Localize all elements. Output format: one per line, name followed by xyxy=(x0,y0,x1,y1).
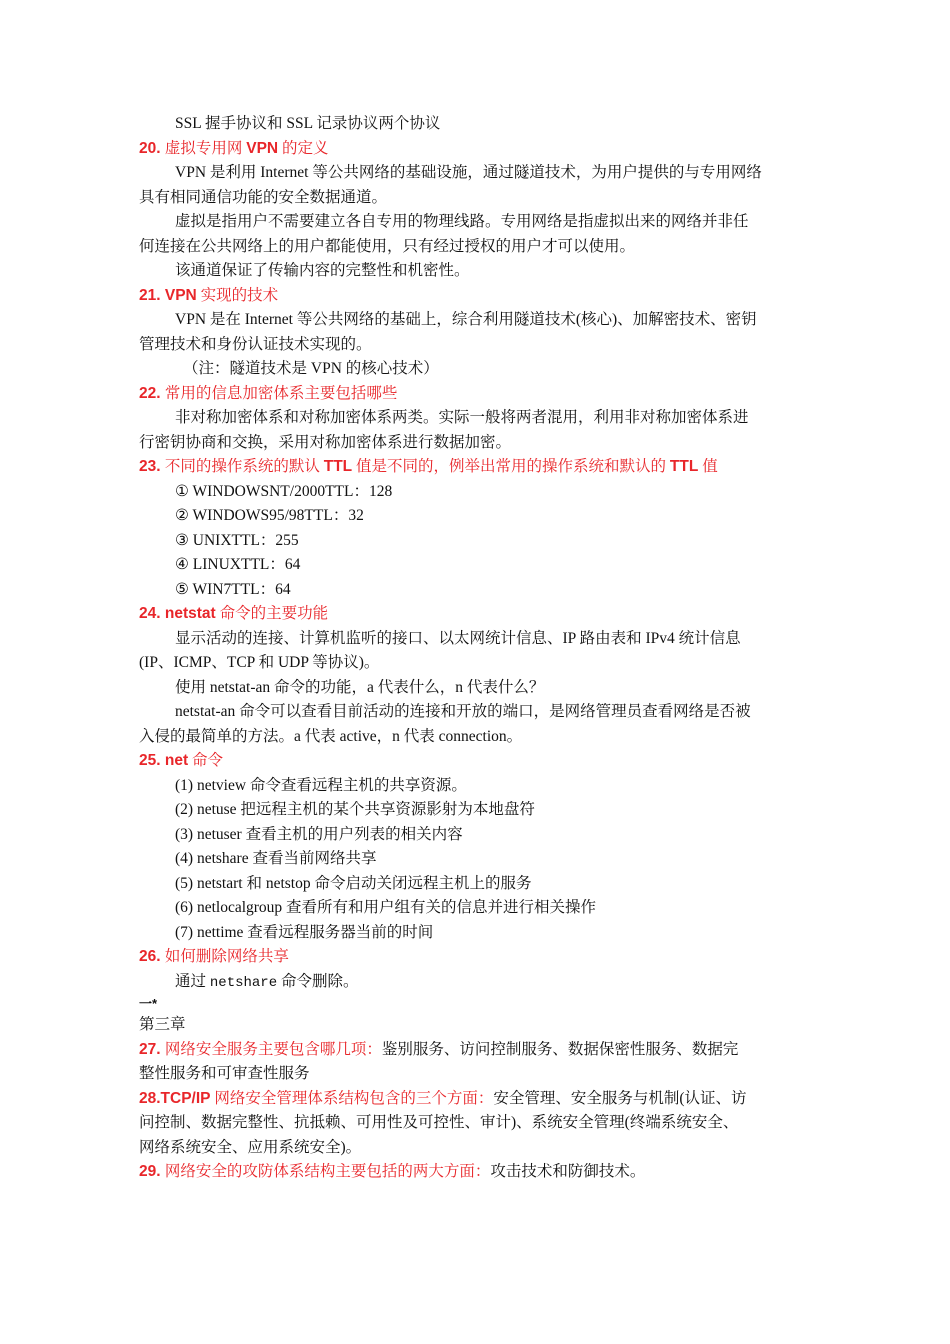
heading-text: 28.TCP/IP xyxy=(139,1089,211,1107)
body-text: 网络系统安全、应用系统安全)。 xyxy=(139,1138,362,1156)
body-text: (7) nettime 查看远程服务器当前的时间 xyxy=(175,923,434,941)
text-line xyxy=(139,210,819,235)
body-text: (2) netuse 把远程主机的某个共享资源影射为本地盘符 xyxy=(175,801,535,818)
text-line xyxy=(139,186,819,211)
heading-text: netstat xyxy=(164,605,216,622)
text-line xyxy=(139,995,819,1013)
body-text: 安全管理、安全服务与机制(认证、访 xyxy=(493,1089,747,1107)
body-text: ③ UNIXTTL：255 xyxy=(175,531,299,549)
body-text: (IP、ICMP、TCP 和 UDP 等协议)。 xyxy=(139,654,380,671)
body-text: 问控制、数据完整性、抗抵赖、可用性及可控性、审计)、系统安全管理(终端系统安全、 xyxy=(139,1114,739,1131)
heading-text: 常用的信息加密体系主要包括哪些 xyxy=(164,384,398,402)
text-line xyxy=(139,480,819,505)
body-text: 鉴别服务、访问控制服务、数据保密性服务、数据完 xyxy=(381,1040,739,1058)
text-line xyxy=(139,504,819,529)
body-text: (4) netshare 查看当前网络共享 xyxy=(175,850,377,867)
text-line xyxy=(139,455,819,480)
heading-text: 如何删除网络共享 xyxy=(164,948,289,965)
text-line xyxy=(139,431,819,456)
body-text: 命令删除。 xyxy=(277,972,359,990)
body-text: 管理技术和身份认证技术实现的。 xyxy=(139,335,372,353)
heading-text: 值是不同的，例举出常用的操作系统和默认的 xyxy=(352,458,670,475)
text-line xyxy=(139,1038,819,1063)
heading-text: 实现的技术 xyxy=(196,286,279,304)
body-text: netstat-an 命令可以查看目前活动的连接和开放的端口，是网络管理员查看网络是否被 xyxy=(175,703,751,720)
body-text: (6) netlocalgroup 查看所有和用户组有关的信息并进行相关操作 xyxy=(175,899,597,916)
heading-text: VPN xyxy=(246,139,279,157)
body-text: ⑤ WIN7TTL：64 xyxy=(175,580,291,598)
heading-text: 不同的操作系统的默认 xyxy=(164,458,324,475)
text-line xyxy=(139,749,819,774)
text-line xyxy=(139,872,819,897)
text-line xyxy=(139,1013,819,1038)
text-line xyxy=(139,847,819,872)
body-text: 显示活动的连接、计算机监听的接口、以太网统计信息、IP 路由表和 IPv4 统计信息 xyxy=(175,629,741,647)
text-line xyxy=(139,798,819,823)
text-line xyxy=(139,333,819,358)
body-text: 整性服务和可审查性服务 xyxy=(139,1065,310,1082)
heading-text: 网络安全管理体系结构包含的三个方面： xyxy=(210,1089,494,1107)
body-text: 虚拟是指用户不需要建立各自专用的物理线路。专用网络是指虚拟出来的网络并非任 xyxy=(175,213,749,230)
text-line xyxy=(139,553,819,578)
text-line xyxy=(139,406,819,431)
heading-text: 虚拟专用网 xyxy=(164,139,247,157)
heading-text: TTL xyxy=(323,458,353,475)
body-text: netshare xyxy=(209,974,278,991)
heading-text: 网络安全服务主要包含哪几项： xyxy=(164,1040,382,1058)
text-line xyxy=(139,1062,819,1087)
body-text: 非对称加密体系和对称加密体系两类。实际一般将两者混用，利用非对称加密体系进 xyxy=(175,409,749,426)
heading-text: 21. xyxy=(139,286,165,304)
text-line xyxy=(139,896,819,921)
text-line xyxy=(139,1160,819,1185)
body-text: 通过 xyxy=(175,972,210,990)
text-line xyxy=(139,676,819,701)
text-line xyxy=(139,529,819,554)
heading-text: 26. xyxy=(139,948,165,965)
body-text: 具有相同通信功能的安全数据通道。 xyxy=(139,188,388,206)
heading-text: VPN xyxy=(164,286,197,304)
text-line xyxy=(139,357,819,382)
heading-text: 23. xyxy=(139,458,165,475)
text-line xyxy=(139,700,819,725)
body-text: 该通道保证了传输内容的完整性和机密性。 xyxy=(175,262,470,279)
document-page xyxy=(139,112,819,1185)
body-text: ② WINDOWS95/98TTL：32 xyxy=(175,507,364,524)
heading-text: 27. xyxy=(139,1040,165,1058)
text-line xyxy=(139,970,819,996)
text-line xyxy=(139,774,819,799)
heading-text: net xyxy=(164,752,189,769)
body-text: (3) netuser 查看主机的用户列表的相关内容 xyxy=(175,825,463,843)
text-line xyxy=(139,945,819,970)
text-line xyxy=(139,259,819,284)
body-text: (1) netview 命令查看远程主机的共享资源。 xyxy=(175,776,467,794)
text-line xyxy=(139,578,819,603)
text-line xyxy=(139,382,819,407)
text-line xyxy=(139,725,819,750)
text-line xyxy=(139,308,819,333)
body-text: 入侵的最简单的方法。a 代表 active，n 代表 connection。 xyxy=(139,727,523,745)
text-line xyxy=(139,651,819,676)
body-text: VPN 是利用 Internet 等公共网络的基础设施，通过隧道技术，为用户提供的与专用网络 xyxy=(175,164,762,181)
text-line xyxy=(139,823,819,848)
heading-text: 20. xyxy=(139,139,165,157)
text-line xyxy=(139,112,819,137)
heading-text: 命令 xyxy=(188,752,223,769)
body-text: （注：隧道技术是 VPN 的核心技术） xyxy=(183,360,439,377)
text-line xyxy=(139,1087,819,1112)
heading-text: 29. xyxy=(139,1163,165,1180)
body-text: ④ LINUXTTL：64 xyxy=(175,556,301,573)
body-text: 何连接在公共网络上的用户都能使用，只有经过授权的用户才可以使用。 xyxy=(139,237,636,255)
body-text: SSL 握手协议和 SSL 记录协议两个协议 xyxy=(175,115,441,132)
body-text: 一* xyxy=(139,996,158,1011)
text-line xyxy=(139,1136,819,1161)
heading-text: 值 xyxy=(698,458,718,475)
heading-text: 22. xyxy=(139,384,165,402)
body-text: ① WINDOWSNT/2000TTL：128 xyxy=(175,482,393,500)
body-text: (5) netstart 和 netstop 命令启动关闭远程主机上的服务 xyxy=(175,874,532,892)
body-text: 攻击技术和防御技术。 xyxy=(490,1163,646,1180)
body-text: 使用 netstat-an 命令的功能，a 代表什么，n 代表什么？ xyxy=(175,678,545,696)
text-line xyxy=(139,921,819,946)
text-line xyxy=(139,284,819,309)
text-line xyxy=(139,235,819,260)
text-line xyxy=(139,1111,819,1136)
text-line xyxy=(139,137,819,162)
text-line xyxy=(139,161,819,186)
heading-text: 网络安全的攻防体系结构主要包括的两大方面： xyxy=(164,1163,491,1180)
body-text: VPN 是在 Internet 等公共网络的基础上，综合利用隧道技术(核心)、加解密技术、密钥 xyxy=(175,311,757,328)
heading-text: 命令的主要功能 xyxy=(215,605,329,622)
heading-text: TTL xyxy=(669,458,699,475)
body-text: 第三章 xyxy=(139,1016,186,1033)
text-line xyxy=(139,602,819,627)
heading-text: 24. xyxy=(139,605,165,622)
heading-text: 25. xyxy=(139,752,165,769)
heading-text: 的定义 xyxy=(278,139,329,157)
text-line xyxy=(139,627,819,652)
body-text: 行密钥协商和交换，采用对称加密体系进行数据加密。 xyxy=(139,433,512,451)
